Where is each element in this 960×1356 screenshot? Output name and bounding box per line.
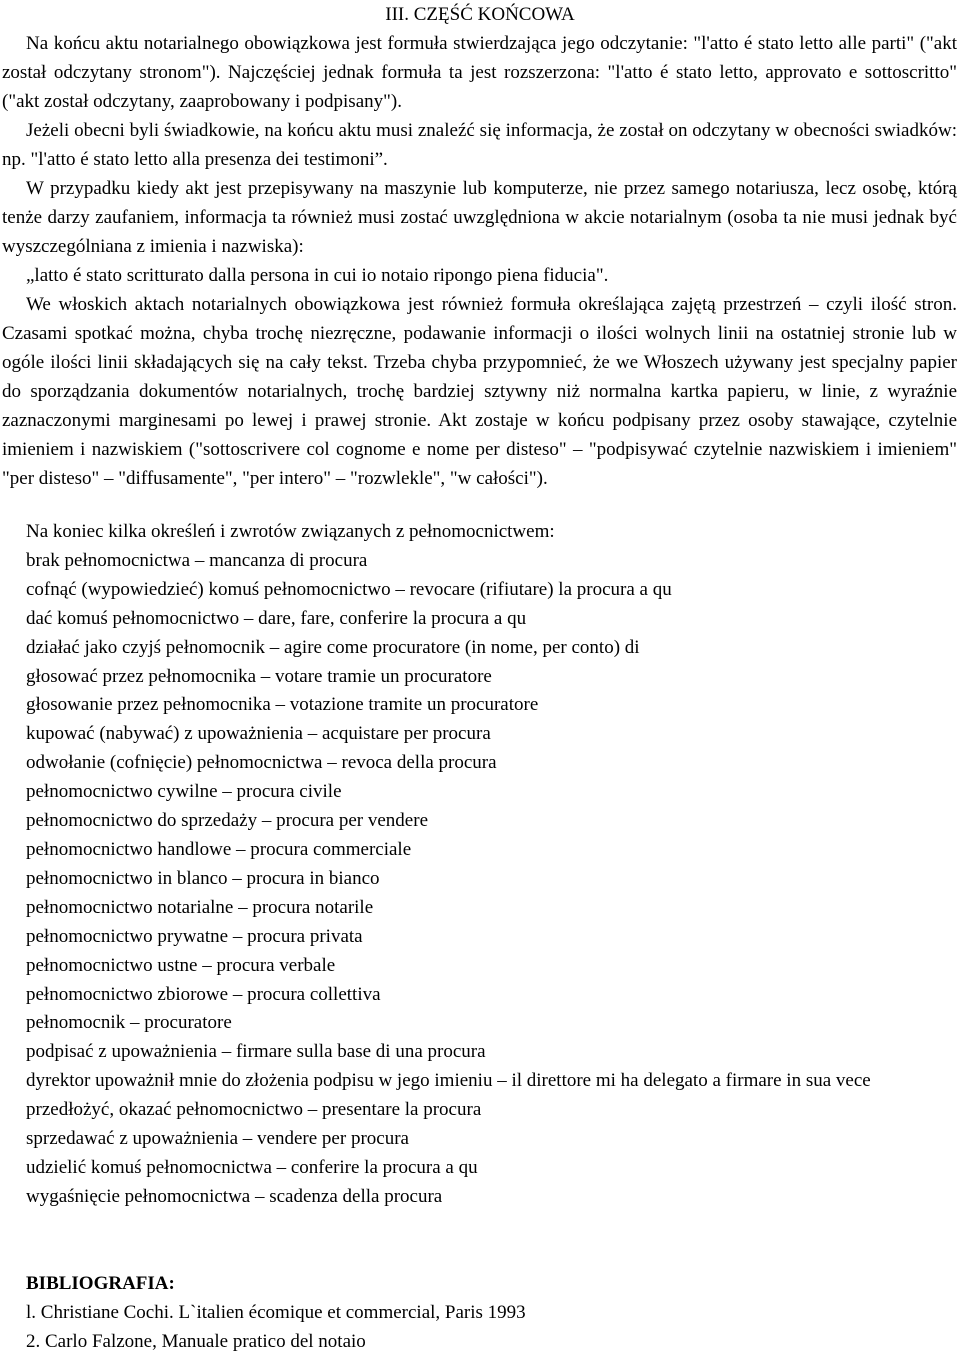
glossary-item: kupować (nabywać) z upoważnienia – acquistare per procura: [26, 723, 491, 745]
paragraph-quote: „latto é stato scritturato dalla persona in cui io notaio ripongo piena fiducia".: [26, 265, 609, 286]
glossary-item: udzielić komuś pełnomocnictwa – conferire la procura a qu: [26, 1156, 478, 1178]
paragraph-italian-acts: We włoskich aktach notarialnych obowiązkowa jest również formuła określająca zajętą przestrzeń – czyli ilość stron. Czasami spotkać można, chyba trochę niezręczne, podawanie informacji o ilości wolnych linii na ostatniej stronie lub w ogóle ilości linii składających się na cały tekst. Trzeba chyba przypomnieć, że we Włoszech używany jest specjalny papier do sporządzania dokumentów notarialnych, trochę bardziej sztywny niż normalna kartka papieru, w linie, z wyraźnie zaznaczonymi marginesami po lewej i prawej stronie. Akt zostaje w końcu podpisany przez osoby stawające, czytelnie imieniem i nazwiskiem ("sottoscrivere col cognome e nome per disteso" – "podpisywać czytelnie nazwiskiem i imieniem" "per disteso" – "diffusamente", "per intero" – "rozwlekle", "w całości").: [2, 294, 957, 489]
bibliography-entry: l. Christiane Cochi. L`italien écomique et commercial, Paris 1993: [26, 1302, 526, 1323]
paragraph-typing: W przypadku kiedy akt jest przepisywany na maszynie lub komputerze, nie przez samego notariusza, lecz osobę, którą tenże darzy zaufaniem, informacja ta również musi zostać uwzględniona w akcie notarialnym (osoba ta nie musi jednak być wyszczególniana z imienia i nazwiska):: [2, 178, 957, 257]
glossary-intro: Na koniec kilka określeń i zwrotów związanych z pełnomocnictwem:: [26, 521, 555, 542]
bibliography-heading: BIBLIOGRAFIA:: [26, 1273, 175, 1294]
glossary-item: cofnąć (wypowiedzieć) komuś pełnomocnictwo – revocare (rifiutare) la procura a qu: [26, 578, 672, 600]
glossary-item: pełnomocnictwo notarialne – procura notarile: [26, 896, 374, 918]
bibliography-entry: 2. Carlo Falzone, Manuale pratico del notaio: [26, 1331, 366, 1352]
glossary-item: przedłożyć, okazać pełnomocnictwo – presentare la procura: [26, 1099, 482, 1121]
glossary-item: pełnomocnictwo zbiorowe – procura collettiva: [26, 983, 381, 1005]
glossary-item: pełnomocnictwo prywatne – procura privata: [26, 925, 363, 947]
glossary-item: działać jako czyjś pełnomocnik – agire come procuratore (in nome, per conto) di: [26, 636, 640, 658]
glossary-item: pełnomocnictwo ustne – procura verbale: [26, 954, 336, 976]
glossary-item: dać komuś pełnomocnictwo – dare, fare, conferire la procura a qu: [26, 607, 527, 629]
section-heading: III. CZĘŚĆ KOŃCOWA: [385, 4, 575, 25]
bibliography-list: [26, 1298, 526, 1356]
glossary-item: pełnomocnik – procuratore: [26, 1012, 232, 1034]
paragraph-witnesses: Jeżeli obecni byli świadkowie, na końcu aktu musi znaleźć się informacja, że został on odczytany w obecności swiadków: np. "l'atto é stato letto alla presenza dei testimoni”.: [2, 120, 957, 170]
glossary-item: podpisać z upoważnienia – firmare sulla base di una procura: [26, 1041, 486, 1063]
glossary-item: pełnomocnictwo handlowe – procura commerciale: [26, 838, 412, 860]
glossary-item: dyrektor upoważnił mnie do złożenia podpisu w jego imieniu – il direttore mi ha delegato a firmare in sua vece: [26, 1070, 871, 1092]
glossary-item: pełnomocnictwo do sprzedaży – procura per vendere: [26, 810, 428, 832]
glossary-item: wygaśnięcie pełnomocnictwa – scadenza della procura: [26, 1185, 443, 1207]
glossary-item: pełnomocnictwo cywilne – procura civile: [26, 781, 342, 803]
glossary-item: odwołanie (cofnięcie) pełnomocnictwa – revoca della procura: [26, 752, 497, 774]
glossary-item: brak pełnomocnictwa – mancanza di procura: [26, 549, 368, 571]
paragraph-reading-formula: Na końcu aktu notarialnego obowiązkowa jest formuła stwierdzająca jego odczytanie: "l'atto é stato letto alle parti" ("akt został odczytany stronom"). Najczęściej jednak formuła ta jest rozszerzona: "l'atto é stato letto, approvato e sottoscritto" ("akt został odczytany, zaaprobowany i podpisany").: [2, 33, 957, 112]
glossary-list: [2, 518, 958, 1212]
glossary-item: pełnomocnictwo in blanco – procura in bianco: [26, 867, 380, 889]
glossary-item: głosowanie przez pełnomocnika – votazione tramite un procuratore: [26, 694, 539, 716]
glossary-item: głosować przez pełnomocnika – votare tramie un procuratore: [26, 665, 492, 687]
glossary-item: sprzedawać z upoważnienia – vendere per procura: [26, 1128, 409, 1150]
